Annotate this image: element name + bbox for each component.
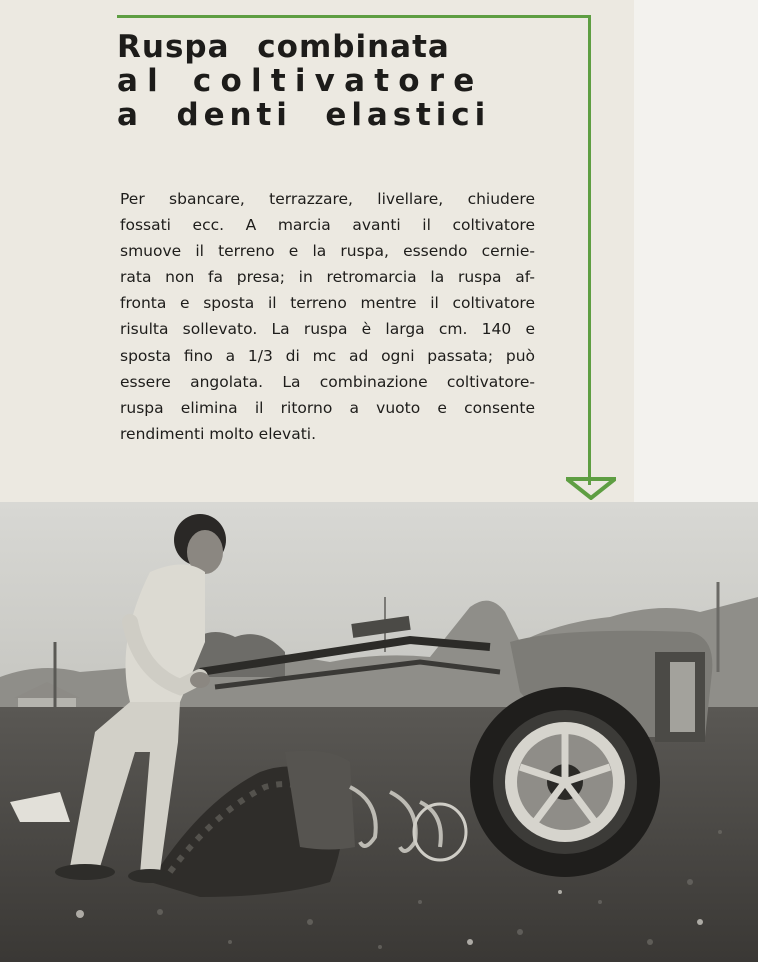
paragraph-line: ruspa elimina il ritorno a vuoto e consente	[120, 398, 535, 417]
paragraph-line: rata non fa presa; in retromarcia la ruspa af-	[120, 268, 535, 287]
paragraph-line: rendimenti molto elevati.	[120, 424, 317, 443]
paragraph-line: smuove il terreno e la ruspa, essendo cernie-	[120, 242, 535, 261]
description-paragraph	[120, 186, 535, 447]
title-line-2: al coltivatore	[117, 63, 484, 99]
green-frame-right	[588, 15, 591, 485]
title-line-1: Ruspa combinata	[117, 29, 450, 65]
paragraph-line: risulta sollevato. La ruspa è larga cm. 140 e	[120, 320, 535, 339]
paragraph-line: Per sbancare, terrazzare, livellare, chiudere	[120, 190, 535, 208]
tractor-photo	[0, 502, 758, 962]
green-frame-top	[117, 15, 590, 18]
paragraph-line: fronta e sposta il terreno mentre il coltivatore	[120, 294, 535, 313]
page-margin	[634, 0, 758, 502]
paragraph-line: essere angolata. La combinazione coltivatore-	[120, 372, 535, 391]
title-line-3: a denti elastici	[117, 97, 491, 133]
down-triangle-arrow-icon	[566, 476, 616, 500]
paragraph-line: sposta fino a 1/3 di mc ad ogni passata; può	[120, 346, 535, 365]
page-title	[117, 30, 537, 132]
paragraph-line: fossati ecc. A marcia avanti il coltivatore	[120, 216, 535, 235]
